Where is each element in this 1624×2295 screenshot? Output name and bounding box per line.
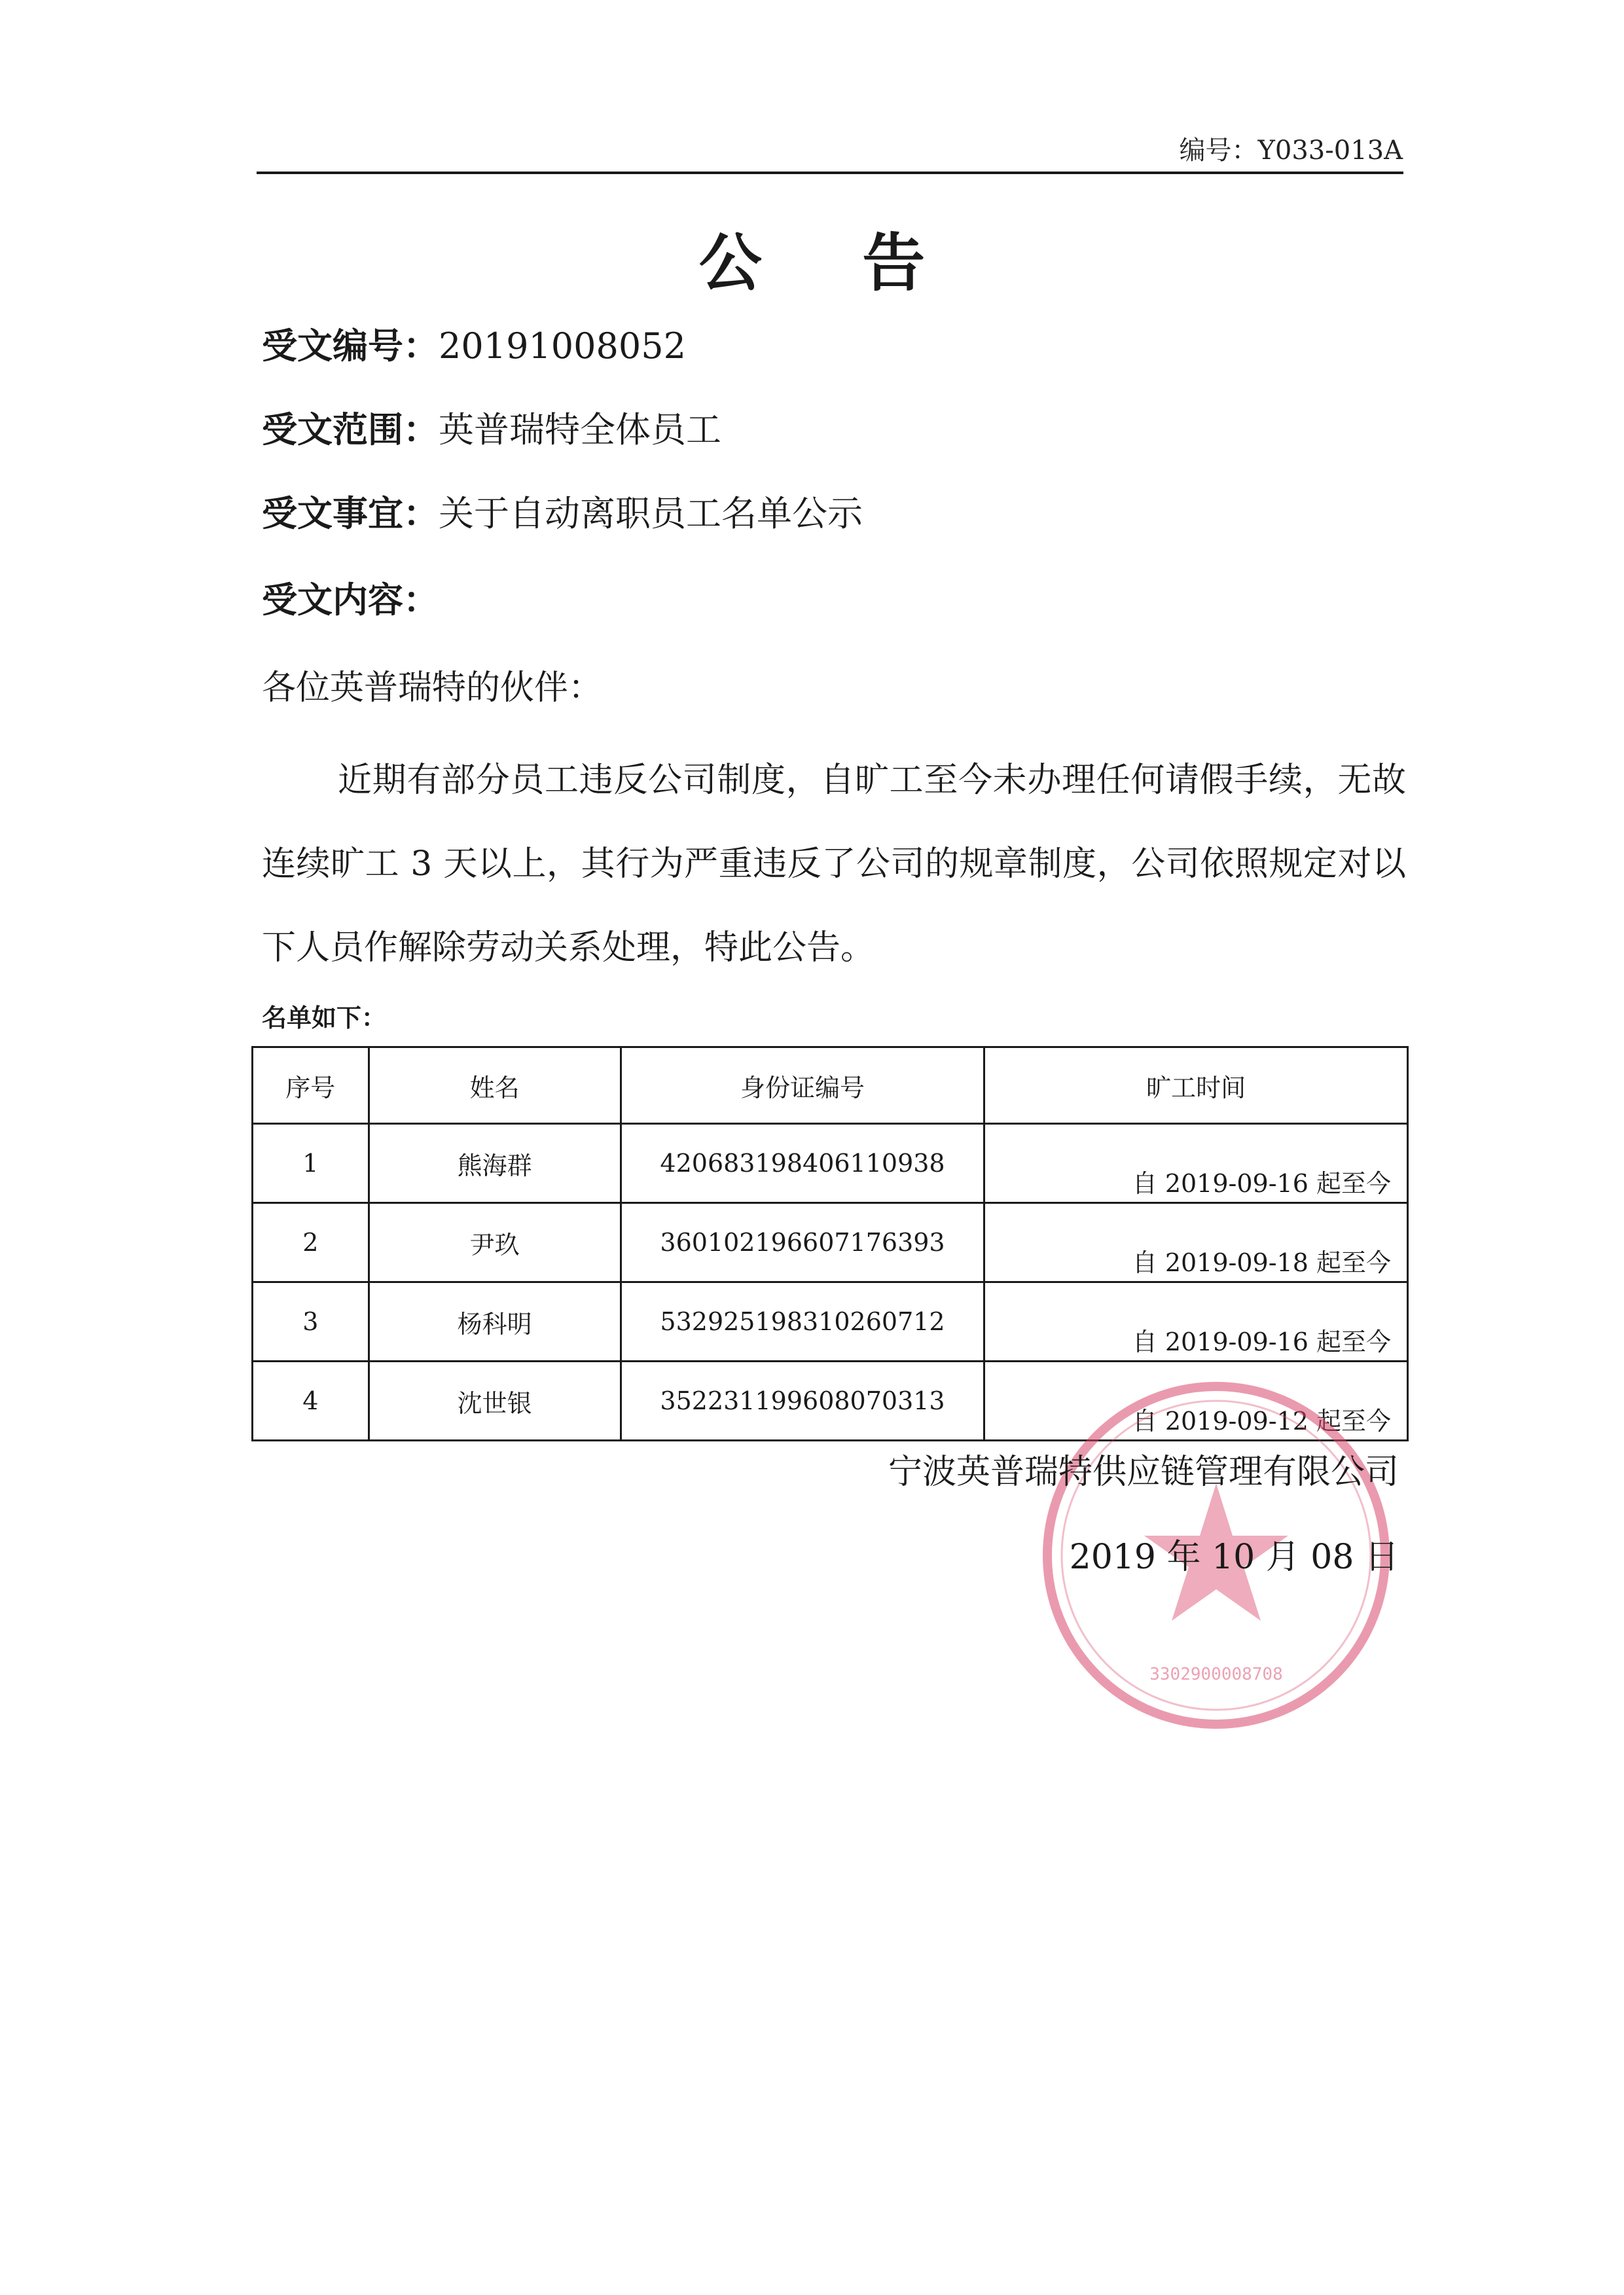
cell-name: 熊海群	[369, 1124, 621, 1203]
cell-id-number: 532925198310260712	[621, 1282, 984, 1362]
field-value: 英普瑞特全体员工	[439, 409, 721, 450]
cell-name: 沈世银	[369, 1362, 621, 1441]
table-header-row	[253, 1047, 1408, 1124]
cell-id-number: 360102196607176393	[621, 1203, 984, 1282]
table-row	[253, 1124, 1408, 1203]
column-header-name: 姓名	[369, 1047, 621, 1124]
field-doc-number	[262, 318, 686, 369]
field-content	[262, 572, 439, 623]
cell-absence-period: 自 2019-09-16 起至今	[984, 1282, 1408, 1362]
body-paragraph: 近期有部分员工违反公司制度，自旷工至今未办理任何请假手续，无故连续旷工 3 天以上，其行为严重违反了公司的规章制度，公司依照规定对以下人员作解除劳动关系处理，特此公告。	[262, 761, 1406, 967]
seal-number: 3302900008708	[1149, 1665, 1283, 1684]
cell-name: 尹玖	[369, 1203, 621, 1282]
cell-name: 杨科明	[369, 1282, 621, 1362]
page-title: 公 告	[698, 226, 965, 300]
cell-index: 4	[253, 1362, 369, 1441]
document-code: 编号：Y033-013A	[1179, 136, 1403, 166]
cell-index: 2	[253, 1203, 369, 1282]
field-label: 受文内容：	[262, 579, 439, 621]
cell-index: 3	[253, 1282, 369, 1362]
column-header-index: 序号	[253, 1047, 369, 1124]
table-row	[253, 1203, 1408, 1282]
field-scope	[262, 402, 721, 452]
field-value: 关于自动离职员工名单公示	[439, 493, 863, 534]
column-header-absence-period: 旷工时间	[984, 1047, 1408, 1124]
field-label: 受文编号：	[262, 325, 439, 367]
issue-date: 2019 年 10 月 08 日	[1069, 1538, 1399, 1577]
cell-absence-period: 自 2019-09-12 起至今	[984, 1362, 1408, 1441]
company-name: 宁波英普瑞特供应链管理有限公司	[888, 1453, 1399, 1492]
list-heading: 名单如下：	[262, 1003, 387, 1032]
field-subject	[262, 486, 863, 536]
field-value: 20191008052	[439, 325, 686, 367]
field-label: 受文范围：	[262, 409, 439, 450]
cell-absence-period: 自 2019-09-18 起至今	[984, 1203, 1408, 1282]
table-row	[253, 1282, 1408, 1362]
field-label: 受文事宜：	[262, 493, 439, 534]
cell-id-number: 352231199608070313	[621, 1362, 984, 1441]
column-header-id-number: 身份证编号	[621, 1047, 984, 1124]
cell-absence-period: 自 2019-09-16 起至今	[984, 1124, 1408, 1203]
greeting: 各位英普瑞特的伙伴：	[262, 668, 603, 708]
header-rule	[257, 172, 1403, 174]
cell-id-number: 420683198406110938	[621, 1124, 984, 1203]
cell-index: 1	[253, 1124, 369, 1203]
